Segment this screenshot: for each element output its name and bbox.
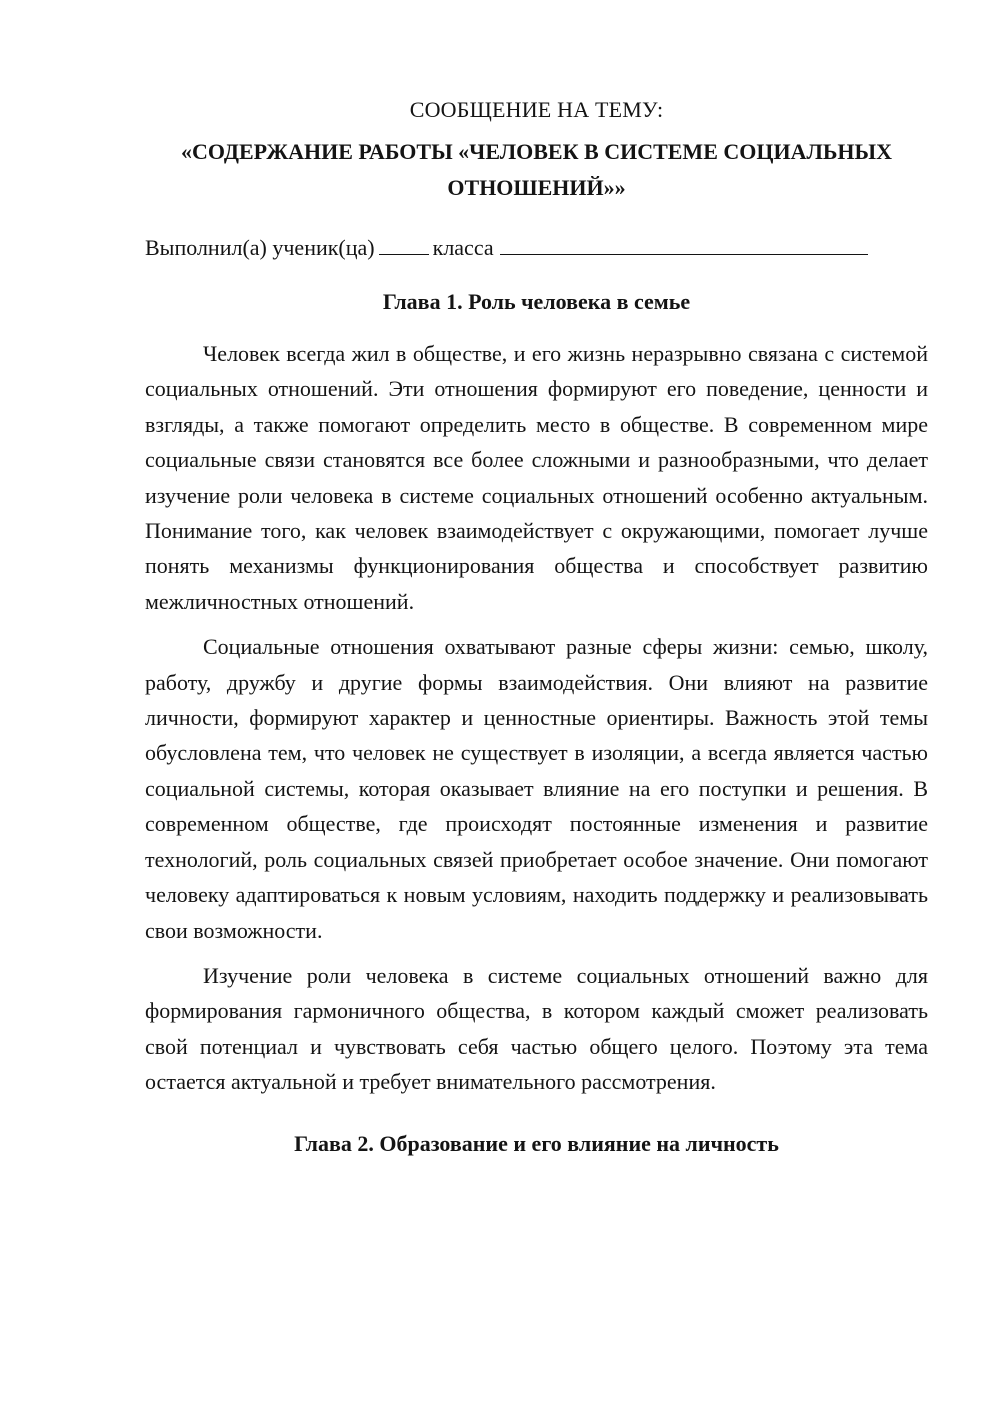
paragraph-3: Изучение роли человека в системе социальных отношений важно для формирования гармоничного общества, в котором каждый сможет реализовать свой потенциал и чувствовать себя частью общего целого. Поэтому эта тема остается актуальной и требует внимательного рассмотрения. — [145, 962, 928, 1095]
student-name-blank — [500, 234, 868, 255]
paragraph-2: Социальные отношения охватывают разные сферы жизни: семью, школу, работу, дружбу и другие формы взаимодействия. Они влияют на развитие личности, формируют характер и ценностные ориентиры. Важность этой темы обусловлена тем, что человек не существует в изоляции, а всегда является частью социальной системы, которая оказывает влияние на его поступки и решения. В современном обществе, где происходят постоянные изменения и развитие технологий, роль социальных связей приобретает особое значение. Они помогают человеку адаптироваться к новым условиям, находить поддержку и реализовывать свои возможности. — [145, 634, 928, 943]
document-page — [145, 92, 928, 1162]
paragraph-1: Человек всегда жил в обществе, и его жизнь неразрывно связана с системой социальных отношений. Эти отношения формируют его поведение, ценности и взгляды, а также помогают определить место в обществе. В современном мире социальные связи становятся все более сложными и разнообразными, что делает изучение роли человека в системе социальных отношений особенно актуальным. Понимание того, как человек взаимодействует с окружающими, помогает лучше понять механизмы функционирования общества и способствует развитию межличностных отношений. — [145, 341, 928, 614]
document-topic-title: «СОДЕРЖАНИЕ РАБОТЫ «ЧЕЛОВЕК В СИСТЕМЕ СОЦИАЛЬНЫХ ОТНОШЕНИЙ»» — [180, 139, 893, 200]
chapter-2-title: Глава 2. Образование и его влияние на личность — [294, 1130, 779, 1156]
document-heading-label: СООБЩЕНИЕ НА ТЕМУ: — [409, 97, 664, 122]
author-prefix: Выполнил(а) ученик(ца) — [145, 235, 375, 260]
class-label: класса — [432, 235, 494, 260]
class-number-blank — [379, 234, 429, 255]
author-line — [145, 230, 928, 266]
chapter-1-title: Глава 1. Роль человека в семье — [382, 289, 691, 314]
